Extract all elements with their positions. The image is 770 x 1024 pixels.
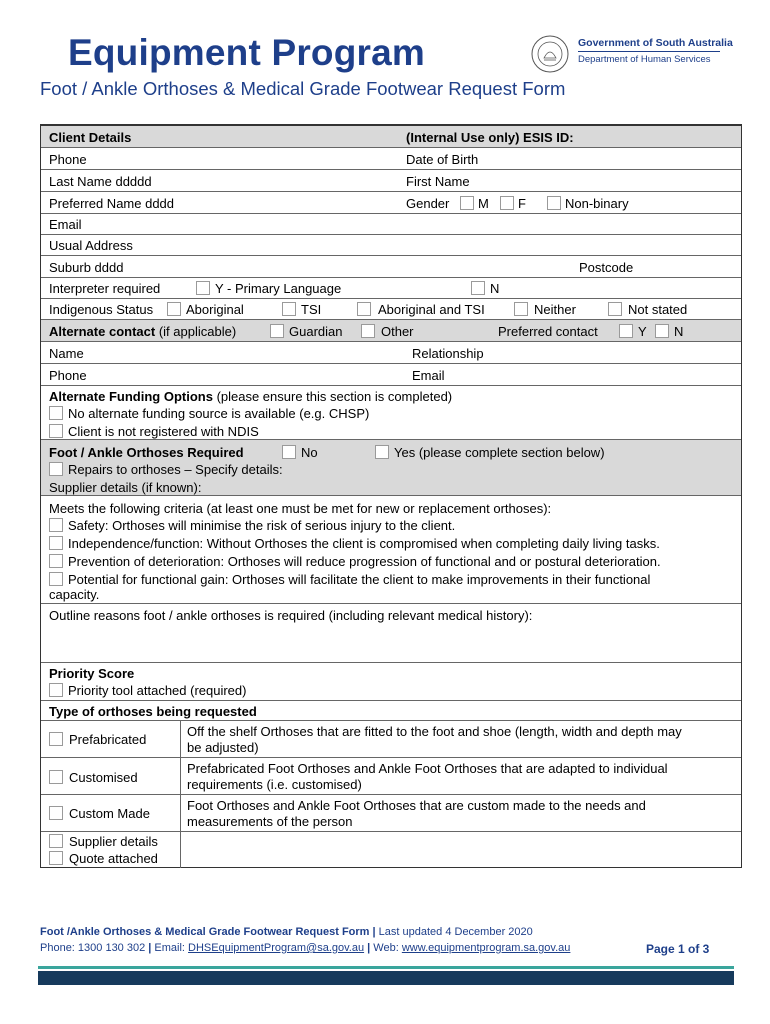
- not-ndis-label: Client is not registered with NDIS: [68, 424, 259, 439]
- gender-m-checkbox[interactable]: [460, 196, 474, 210]
- customised-checkbox[interactable]: [49, 770, 63, 784]
- interpreter-row: [41, 278, 741, 299]
- alt-email-field[interactable]: Email: [412, 368, 445, 383]
- indigenous-label: Indigenous Status: [49, 302, 154, 317]
- email-field[interactable]: Email: [49, 217, 82, 232]
- funding-heading: Alternate Funding Options: [49, 389, 213, 404]
- neither-label: Neither: [534, 302, 576, 317]
- orthoses-yes-checkbox[interactable]: [375, 445, 389, 459]
- relationship-field[interactable]: Relationship: [412, 346, 484, 361]
- esis-id-label: (Internal Use only) ESIS ID:: [406, 130, 574, 145]
- supplier-details-field[interactable]: Supplier details (if known):: [49, 480, 202, 495]
- guardian-label: Guardian: [289, 324, 343, 339]
- aboriginal-checkbox[interactable]: [167, 302, 181, 316]
- form-subtitle: Foot / Ankle Orthoses & Medical Grade Footwear Request Form: [40, 78, 566, 99]
- alternate-contact-header: [41, 320, 741, 342]
- preferred-contact-yes-label: Y: [638, 324, 647, 339]
- custom-made-desc-cont: measurements of the person: [187, 814, 353, 829]
- gender-m-label: M: [478, 196, 489, 211]
- supplier-details-label: Supplier details: [69, 834, 158, 849]
- alt-name-field[interactable]: Name: [49, 346, 84, 361]
- phone-field[interactable]: Phone: [49, 152, 87, 167]
- interpreter-no-checkbox[interactable]: [471, 281, 485, 295]
- footer-form-info: [40, 926, 533, 938]
- preferred-contact-yes-checkbox[interactable]: [619, 324, 633, 338]
- priority-tool-label: Priority tool attached (required): [68, 683, 247, 698]
- footer-web-link[interactable]: www.equipmentprogram.sa.gov.au: [401, 942, 571, 954]
- footer-phone: Phone: 1300 130 302: [40, 942, 146, 954]
- preferred-gender-row: [41, 192, 741, 214]
- dob-field[interactable]: Date of Birth: [406, 152, 479, 167]
- prefabricated-desc: Off the shelf Orthoses that are fitted to the foot and shoe (length, width and depth may: [187, 724, 682, 739]
- quote-attached-checkbox[interactable]: [49, 851, 63, 865]
- suburb-row: [41, 256, 741, 278]
- alt-name-row: [41, 342, 741, 364]
- gov-divider: [578, 51, 720, 52]
- alt-phone-row: [41, 364, 741, 386]
- gender-label: Gender: [406, 196, 450, 211]
- attachments-row: [41, 832, 741, 870]
- type-column-divider: [180, 832, 181, 868]
- phone-dob-row: [41, 148, 741, 170]
- safety-label: Safety: Orthoses will minimise the risk of serious injury to the client.: [68, 518, 456, 533]
- government-logo: [530, 34, 733, 78]
- orthoses-yes-label: Yes (please complete section below): [394, 445, 605, 460]
- email-row: [41, 214, 741, 235]
- client-details-header: [41, 126, 741, 148]
- client-details-heading: Client Details: [49, 130, 132, 145]
- interpreter-no-label: N: [490, 281, 500, 296]
- no-alternate-funding-label: No alternate funding source is available (e.g. CHSP): [68, 406, 370, 421]
- criteria-intro: Meets the following criteria (at least one must be met for new or replacement orthoses):: [49, 501, 552, 516]
- page-number: Page 1 of 3: [646, 942, 710, 956]
- page-title: Equipment Program: [68, 32, 425, 73]
- alt-phone-field[interactable]: Phone: [49, 368, 87, 383]
- customised-desc-cont: requirements (i.e. customised): [187, 777, 362, 792]
- prevention-label: Prevention of deterioration: Orthoses will reduce progression of functional and or postural deterioration.: [68, 554, 661, 569]
- alternate-contact-note: (if applicable): [158, 324, 237, 339]
- no-alternate-funding-checkbox[interactable]: [49, 406, 63, 420]
- usual-address-field[interactable]: Usual Address: [49, 238, 133, 253]
- custom-made-desc: Foot Orthoses and Ankle Foot Orthoses that are custom made to the needs and: [187, 798, 646, 813]
- type-column-divider: [180, 721, 181, 758]
- type-column-divider: [180, 758, 181, 795]
- quote-attached-label: Quote attached: [69, 851, 158, 866]
- gov-name: Government of South Australia: [578, 37, 733, 49]
- prefabricated-checkbox[interactable]: [49, 732, 63, 746]
- customised-label: Customised: [69, 770, 138, 785]
- gender-f-checkbox[interactable]: [500, 196, 514, 210]
- alternate-contact-heading: Alternate contact: [49, 324, 156, 339]
- type-row-prefabricated: [41, 721, 741, 758]
- custom-made-label: Custom Made: [69, 806, 150, 821]
- type-header: [41, 701, 741, 721]
- interpreter-yes-label: Y - Primary Language: [215, 281, 342, 296]
- suburb-field[interactable]: Suburb dddd: [49, 260, 124, 275]
- gender-nonbinary-checkbox[interactable]: [547, 196, 561, 210]
- priority-heading: Priority Score: [49, 666, 135, 681]
- state-crest-icon: [530, 34, 570, 74]
- footer-separator: |: [369, 926, 379, 938]
- orthoses-required-heading: Foot / Ankle Orthoses Required: [49, 445, 244, 460]
- footer-web-label: Web:: [373, 942, 399, 954]
- not-ndis-checkbox[interactable]: [49, 424, 63, 438]
- neither-checkbox[interactable]: [514, 302, 528, 316]
- interpreter-label: Interpreter required: [49, 281, 161, 296]
- funding-section: [41, 386, 741, 440]
- guardian-checkbox[interactable]: [270, 324, 284, 338]
- functional-gain-label-cont: capacity.: [49, 587, 100, 602]
- functional-gain-checkbox[interactable]: [49, 572, 63, 586]
- type-row-custom-made: [41, 795, 741, 832]
- preferred-name-field[interactable]: Preferred Name dddd: [49, 196, 175, 211]
- type-row-customised: [41, 758, 741, 795]
- gender-f-label: F: [518, 196, 526, 211]
- customised-desc: Prefabricated Foot Orthoses and Ankle Foot Orthoses that are adapted to individual: [187, 761, 668, 776]
- aboriginal-and-tsi-label: Aboriginal and TSI: [378, 302, 485, 317]
- address-row: [41, 235, 741, 256]
- preferred-contact-no-label: N: [674, 324, 684, 339]
- footer-email-label: Email:: [154, 942, 185, 954]
- gender-nonbinary-label: Non-binary: [565, 196, 629, 211]
- other-label: Other: [381, 324, 414, 339]
- supplier-details-checkbox[interactable]: [49, 834, 63, 848]
- criteria-section: [41, 496, 741, 604]
- footer-navy-bar: [38, 971, 734, 985]
- preferred-contact-label: Preferred contact: [498, 324, 598, 339]
- other-checkbox[interactable]: [361, 324, 375, 338]
- first-name-field[interactable]: First Name: [406, 174, 470, 189]
- postcode-field[interactable]: Postcode: [579, 260, 634, 275]
- type-column-divider: [180, 795, 181, 832]
- tsi-checkbox[interactable]: [282, 302, 296, 316]
- not-stated-checkbox[interactable]: [608, 302, 622, 316]
- prevention-checkbox[interactable]: [49, 554, 63, 568]
- prefabricated-label: Prefabricated: [69, 732, 147, 747]
- indigenous-row: [41, 299, 741, 320]
- priority-section: [41, 663, 741, 701]
- safety-checkbox[interactable]: [49, 518, 63, 532]
- alternate-contact-title: [49, 324, 236, 339]
- tsi-label: TSI: [301, 302, 322, 317]
- functional-gain-label: Potential for functional gain: Orthoses will facilitate the client to make improvements in their functional: [68, 572, 651, 587]
- repairs-checkbox[interactable]: [49, 462, 63, 476]
- footer-email-link[interactable]: DHSEquipmentProgram@sa.gov.au: [188, 942, 365, 954]
- custom-made-checkbox[interactable]: [49, 806, 63, 820]
- funding-title: [49, 389, 452, 404]
- orthoses-no-checkbox[interactable]: [282, 445, 296, 459]
- aboriginal-label: Aboriginal: [186, 302, 244, 317]
- independence-label: Independence/function: Without Orthoses the client is compromised when completing daily living tasks.: [68, 536, 660, 551]
- funding-note: (please ensure this section is completed): [216, 389, 453, 404]
- department-name: Department of Human Services: [578, 54, 711, 65]
- footer-contact: Phone: 1300 130 302 | Email: DHSEquipmentProgram@sa.gov.au | Web: www.equipmentprogram.sa.gov.au: [40, 942, 571, 954]
- orthoses-no-label: No: [301, 445, 318, 460]
- priority-tool-checkbox[interactable]: [49, 683, 63, 697]
- reasons-section[interactable]: [41, 604, 741, 663]
- aboriginal-and-tsi-checkbox[interactable]: [357, 302, 371, 316]
- type-heading: Type of orthoses being requested: [49, 704, 257, 719]
- orthoses-required-section: [41, 440, 741, 496]
- footer-teal-bar: [38, 966, 734, 969]
- request-form: [40, 124, 742, 868]
- last-name-field[interactable]: Last Name ddddd: [49, 174, 152, 189]
- name-row: [41, 170, 741, 192]
- not-stated-label: Not stated: [628, 302, 688, 317]
- preferred-contact-no-checkbox[interactable]: [655, 324, 669, 338]
- repairs-label: Repairs to orthoses – Specify details:: [68, 462, 283, 477]
- footer-form-name: Foot /Ankle Orthoses & Medical Grade Footwear Request Form: [40, 926, 370, 938]
- reasons-label: Outline reasons foot / ankle orthoses is required (including relevant medical history):: [49, 608, 533, 623]
- independence-checkbox[interactable]: [49, 536, 63, 550]
- prefabricated-desc-cont: be adjusted): [187, 740, 259, 755]
- footer-updated: Last updated 4 December 2020: [378, 926, 533, 938]
- interpreter-yes-checkbox[interactable]: [196, 281, 210, 295]
